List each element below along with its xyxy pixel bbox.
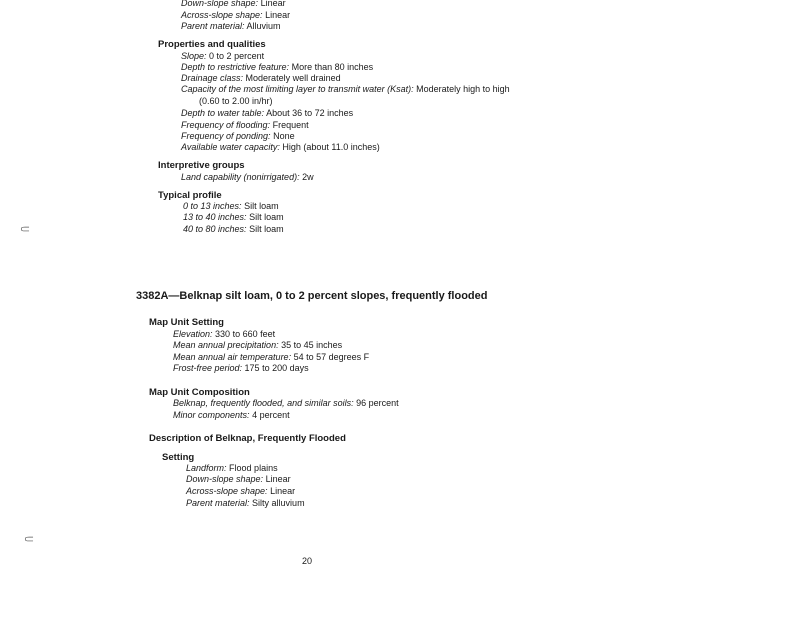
property-row-continued — [199, 96, 273, 107]
profile-row — [183, 224, 284, 235]
field-label: Slope: — [181, 51, 207, 61]
field-value: Silt loam — [244, 201, 279, 211]
field-label: Down-slope shape: — [186, 474, 264, 484]
field-label: Parent material: — [186, 498, 250, 508]
setting-row — [173, 340, 342, 351]
top-setting-row — [181, 10, 290, 21]
field-value: About 36 to 72 inches — [266, 108, 354, 118]
field-label: Landform: — [186, 463, 227, 473]
field-value: 2w — [302, 172, 314, 182]
field-value: 35 to 45 inches — [281, 340, 343, 350]
field-value: 96 percent — [356, 398, 399, 408]
field-label: 13 to 40 inches: — [183, 212, 247, 222]
desc-setting-row — [186, 498, 305, 509]
property-row — [181, 73, 341, 84]
property-row — [181, 120, 309, 131]
field-value: Linear — [270, 486, 296, 496]
field-value: 330 to 660 feet — [215, 329, 276, 339]
field-label: 40 to 80 inches: — [183, 224, 247, 234]
field-label: Parent material: — [181, 21, 245, 31]
field-value: High (about 11.0 inches) — [282, 142, 380, 152]
field-value: Silty alluvium — [252, 498, 305, 508]
field-label: Depth to restrictive feature: — [181, 62, 290, 72]
composition-row — [173, 398, 399, 409]
description-heading: Description of Belknap, Frequently Flooded — [149, 433, 346, 444]
field-value: Linear — [260, 0, 286, 8]
map-unit-title: 3382A—Belknap silt loam, 0 to 2 percent slopes, frequently flooded — [136, 290, 488, 302]
scan-hole-mark-icon: ⸦ — [18, 221, 32, 237]
field-label: Across-slope shape: — [181, 10, 263, 20]
field-label: Land capability (nonirrigated): — [181, 172, 300, 182]
field-value: Linear — [265, 474, 291, 484]
interpretive-row — [181, 172, 314, 183]
field-value: Frequent — [272, 120, 309, 130]
field-label: Belknap, frequently flooded, and similar soils: — [173, 398, 354, 408]
properties-heading: Properties and qualities — [158, 39, 266, 50]
setting-row — [173, 329, 275, 340]
field-value: Silt loam — [249, 224, 284, 234]
field-label: Minor components: — [173, 410, 250, 420]
property-row — [181, 84, 510, 95]
page-number: 20 — [302, 556, 313, 566]
field-label: Frost-free period: — [173, 363, 243, 373]
field-value: Moderately well drained — [245, 73, 341, 83]
map-unit-setting-heading: Map Unit Setting — [149, 317, 224, 328]
field-label: Frequency of flooding: — [181, 120, 271, 130]
setting-row — [173, 352, 369, 363]
field-value: Alluvium — [246, 21, 281, 31]
property-row — [181, 62, 373, 73]
field-label: Capacity of the most limiting layer to transmit water (Ksat): — [181, 84, 414, 94]
profile-row — [183, 201, 279, 212]
field-value: Moderately high to high — [416, 84, 510, 94]
composition-row — [173, 410, 290, 421]
setting-row — [173, 363, 309, 374]
profile-row — [183, 212, 284, 223]
field-value: 4 percent — [252, 410, 290, 420]
desc-setting-row — [186, 474, 291, 485]
property-row — [181, 108, 353, 119]
field-label: Mean annual precipitation: — [173, 340, 279, 350]
field-label: Across-slope shape: — [186, 486, 268, 496]
field-value: Flood plains — [229, 463, 278, 473]
desc-setting-row — [186, 463, 278, 474]
property-row — [181, 142, 380, 153]
field-value: (0.60 to 2.00 in/hr) — [199, 96, 273, 106]
field-label: Depth to water table: — [181, 108, 265, 118]
top-setting-row — [181, 0, 286, 9]
field-value: 54 to 57 degrees F — [293, 352, 370, 362]
field-label: Mean annual air temperature: — [173, 352, 292, 362]
profile-heading: Typical profile — [158, 190, 222, 201]
field-label: Down-slope shape: — [181, 0, 259, 8]
property-row — [181, 131, 295, 142]
field-label: Drainage class: — [181, 73, 244, 83]
field-value: More than 80 inches — [291, 62, 374, 72]
field-label: Available water capacity: — [181, 142, 280, 152]
scan-hole-mark-icon: ⸦ — [22, 531, 36, 547]
description-setting-heading: Setting — [162, 452, 195, 463]
field-label: 0 to 13 inches: — [183, 201, 242, 211]
interpretive-heading: Interpretive groups — [158, 160, 245, 171]
field-value: Linear — [265, 10, 291, 20]
field-label: Elevation: — [173, 329, 213, 339]
field-value: Silt loam — [249, 212, 284, 222]
field-value: 0 to 2 percent — [209, 51, 265, 61]
field-value: 175 to 200 days — [244, 363, 309, 373]
field-label: Frequency of ponding: — [181, 131, 271, 141]
property-row — [181, 51, 264, 62]
field-value: None — [273, 131, 295, 141]
map-unit-composition-heading: Map Unit Composition — [149, 387, 250, 398]
top-setting-row — [181, 21, 281, 32]
desc-setting-row — [186, 486, 295, 497]
